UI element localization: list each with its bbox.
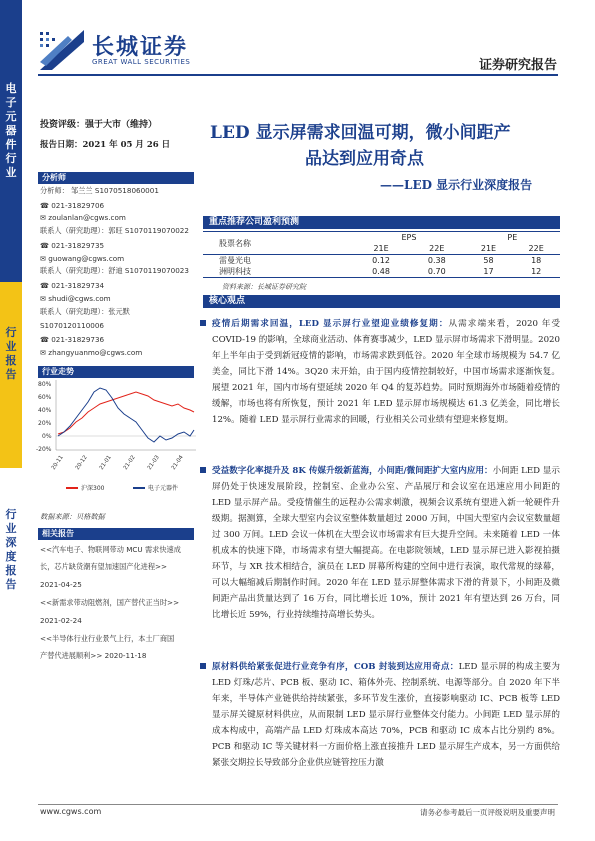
table-cell: 0.38 <box>427 256 446 265</box>
related-report-date: 2021-04-25 <box>40 580 82 589</box>
table-cell: 雷曼光电 <box>219 256 251 265</box>
core-paragraph-3 <box>212 659 560 803</box>
logo <box>38 28 238 72</box>
analyst-line[interactable]: ✉ shudi@cgws.com <box>40 294 111 303</box>
col-header-year: 22E <box>429 244 445 253</box>
footer-website[interactable]: www.cgws.com <box>40 807 102 816</box>
series-line-hs300 <box>58 392 194 434</box>
core-views-head: 核心观点 <box>203 295 560 308</box>
paragraph-lead: 受益数字化率提升及 8K 传媒升级新蓝海，小间距/微间距扩大室内应用： <box>212 466 493 476</box>
x-tick-label: 21-03 <box>146 454 161 472</box>
side-band <box>0 0 22 841</box>
table-cell: 洲明科技 <box>219 267 251 276</box>
report-title-line2: 品达到应用奇点 <box>305 149 424 169</box>
table-cell: 18 <box>531 256 542 265</box>
profit-forecast-table <box>203 231 560 278</box>
bullet-icon <box>200 320 206 326</box>
core-paragraph-2 <box>212 463 560 623</box>
paragraph-lead: 原材料供给紧张促进行业竞争有序，COB 封装到达应用奇点： <box>212 662 459 672</box>
report-title-line1: LED 显示屏需求回温可期，微小间距产 <box>210 123 511 143</box>
legend-label-electronics: 电子元器件 <box>148 485 179 492</box>
related-report-date: 2021-02-24 <box>40 616 82 625</box>
y-tick-label: -20% <box>36 446 52 453</box>
core-paragraph-1 <box>212 316 560 428</box>
bullet-icon <box>200 663 206 669</box>
x-tick-label: 21-01 <box>98 454 113 472</box>
trend-section-head: 行业走势 <box>38 366 194 378</box>
analyst-section-head: 分析师 <box>38 172 194 184</box>
x-tick-label: 21-02 <box>122 454 137 472</box>
analyst-line: S1070120110006 <box>40 321 105 330</box>
analyst-line: 联系人（研究助理）：张元默 <box>40 307 130 316</box>
side-band-bottom <box>0 468 22 841</box>
analyst-line: ☎ 021-31829735 <box>40 241 105 250</box>
y-tick-label: 80% <box>38 381 52 388</box>
table-cell: 0.12 <box>372 256 390 265</box>
related-report-link[interactable]: <<汽车电子、物联网带动 MCU 需求快速成 <box>40 545 181 554</box>
logo-mark-icon <box>38 28 86 72</box>
analyst-line[interactable]: ✉ zhangyuanmo@cgws.com <box>40 348 143 357</box>
paragraph-lead: 疫情后期需求回温，LED 显示屏行业望迎业绩修复期： <box>212 319 449 329</box>
y-tick-label: 0% <box>42 433 52 440</box>
y-tick-label: 20% <box>38 420 52 427</box>
analyst-line: ☎ 021-31829734 <box>40 281 105 290</box>
side-band-mid <box>0 282 22 468</box>
side-band-top-label: 电子元器件行业 <box>5 82 17 179</box>
footer-divider <box>38 804 558 805</box>
paragraph-text: 小间距 LED 显示屏仍处于快速发展阶段，控制室、企业办公室、产品展厅和会议室在迅速应用小间距的 LED 显示屏产品。受疫情催生的远程办公需求刺激，视频会议系统有望进入新一轮硬件升级期。据测算，全球大型室内会议室整体数量超过 2000 万间，中国大型室内会议室数量超过 300 万间。LED 会议一体机在大型会议市场需求有巨大提升空间。未来随着 LED 一体机成本的快速下降，市场需求有望大幅提高。在电影院领域，LED 显示屏已进入影视拍摄环节，与 XR 技术相结合，演员在 LED 屏幕所构建的空间中进行表演，取代常规的绿幕，可以大幅缩减后期制作时间。2020 年在 LED 显示屏整体需求下滑的背景下，小间距及微间距产品出货量达到了 16 万台，同比增长近 10%，预计 2021 年有望达到 26 万台，同比增长近 59%，行业持续维持高增长势头。 <box>212 466 560 620</box>
col-header-year: 22E <box>528 244 544 253</box>
related-section-head: 相关报告 <box>38 528 194 540</box>
analyst-line: ☎ 021-31829736 <box>40 335 105 344</box>
side-band-bottom-label: 行业深度报告 <box>5 508 17 591</box>
logo-text-cn: 长城证券 <box>92 35 189 60</box>
col-header-stock: 股票名称 <box>203 232 353 255</box>
legend-label-hs300: 沪深300 <box>81 485 105 492</box>
bullet-icon <box>200 467 206 473</box>
analyst-line: 联系人（研究助理）：郭旺 S1070119070022 <box>40 226 189 235</box>
table-cell: 12 <box>531 267 542 276</box>
report-type: 证券研究报告 <box>478 58 557 73</box>
paragraph-text: 从需求端来看，2020 年受 COVID-19 的影响，全球商业活动、体育赛事减少，LED 显示屏市场需求下滑明显。2020 年上半年由于受到新冠疫情的影响，市场需求跌到低谷。2020 年全球市场规模为 54.7 亿美金，同比下滑 14%。3Q20 末开始，由于国内疫情控制较好，中国市场需求逐渐恢复。展望 2021 年，国内市场有望延续 2020 年 Q4 的复苏趋势。同时预期海外市场随着疫情的缓解，市场也将有所恢复，预计 2021 年 LED 显示屏市场规模达 61.3 亿美金，同比增长 12%。随着 LED 显示屏行业需求的回暖，行业相关公司业绩有望迎来修复期。 <box>212 319 560 425</box>
table-cell: 58 <box>483 256 494 265</box>
analyst-line: ☎ 021-31829706 <box>40 201 105 210</box>
analyst-line: 联系人（研究助理）：舒迪 S1070119070023 <box>40 266 189 275</box>
col-header-year: 21E <box>373 244 389 253</box>
report-date: 报告日期：2021 年 05 月 26 日 <box>40 140 171 150</box>
y-tick-label: 40% <box>38 407 52 414</box>
industry-trend-chart <box>38 378 198 506</box>
trend-source: 数据来源：贝格数据 <box>40 512 105 521</box>
related-report-link[interactable]: <<半导体行业行业景气上行，本土厂商国 <box>40 634 175 643</box>
x-tick-label: 20-12 <box>74 454 89 472</box>
x-tick-label: 20-11 <box>50 454 65 472</box>
col-header-pe: PE <box>507 233 518 242</box>
side-band-mid-label: 行业报告 <box>5 326 17 381</box>
report-subtitle: ——LED 显示行业深度报告 <box>380 178 533 192</box>
col-header-year: 21E <box>480 244 497 253</box>
table-source: 资料来源：长城证券研究院 <box>222 283 306 291</box>
col-header-eps: EPS <box>401 233 417 242</box>
analyst-line[interactable]: ✉ guowang@cgws.com <box>40 254 125 263</box>
investment-rating: 投资评级：强于大市（维持） <box>40 120 158 130</box>
analyst-line: 分析师： 邹兰兰 S1070518060001 <box>40 186 159 195</box>
header-divider <box>38 74 558 76</box>
y-tick-label: 60% <box>38 394 52 401</box>
table-row <box>203 255 560 267</box>
table-cell: 17 <box>483 267 494 276</box>
related-report-link[interactable]: 产替代进展顺利>> 2020-11-18 <box>40 651 147 660</box>
paragraph-text: LED 显示屏的构成主要为 LED 灯珠/芯片、PCB 板、驱动 IC、箱体外壳、控制系统、电源等部分。自 2020 年下半年来，半导体产业链供给持续紧张，多环节发生涨价，直接影响驱动 IC、PCB 板等 LED 显示屏关键原材料供应，从而限制 LED 显示屏行业整体交付能力。小间距 LED 显示屏的成本构成中，高端产品 LED 灯珠成本高达 70%，PCB 和驱动 IC 成本占比分别约 8%。PCB 和驱动 IC 等关键材料一方面价格上涨直接推升 LED 显示屏生产成本，另一方面供给紧张交期拉长导致部分企业供应链管控压力激 <box>212 662 560 768</box>
analyst-line[interactable]: ✉ zoulanlan@cgws.com <box>40 213 126 222</box>
logo-text-en: GREAT WALL SECURITIES <box>92 58 191 66</box>
table-cell: 0.70 <box>427 267 446 276</box>
x-tick-label: 21-04 <box>170 454 185 472</box>
related-report-link[interactable]: 长，芯片缺货潮有望加速国产化进程>> <box>40 562 168 571</box>
footer-disclaimer: 请务必参考最后一页评级说明及重要声明 <box>420 808 555 817</box>
table-row <box>203 266 560 278</box>
table-cell: 0.48 <box>372 267 390 276</box>
side-band-top <box>0 0 22 282</box>
related-report-link[interactable]: <<新需求带动阻燃剂，国产替代正当时>> <box>40 598 180 607</box>
profit-table-head: 重点推荐公司盈利预测 <box>203 216 560 229</box>
series-line-electronics <box>58 388 194 442</box>
